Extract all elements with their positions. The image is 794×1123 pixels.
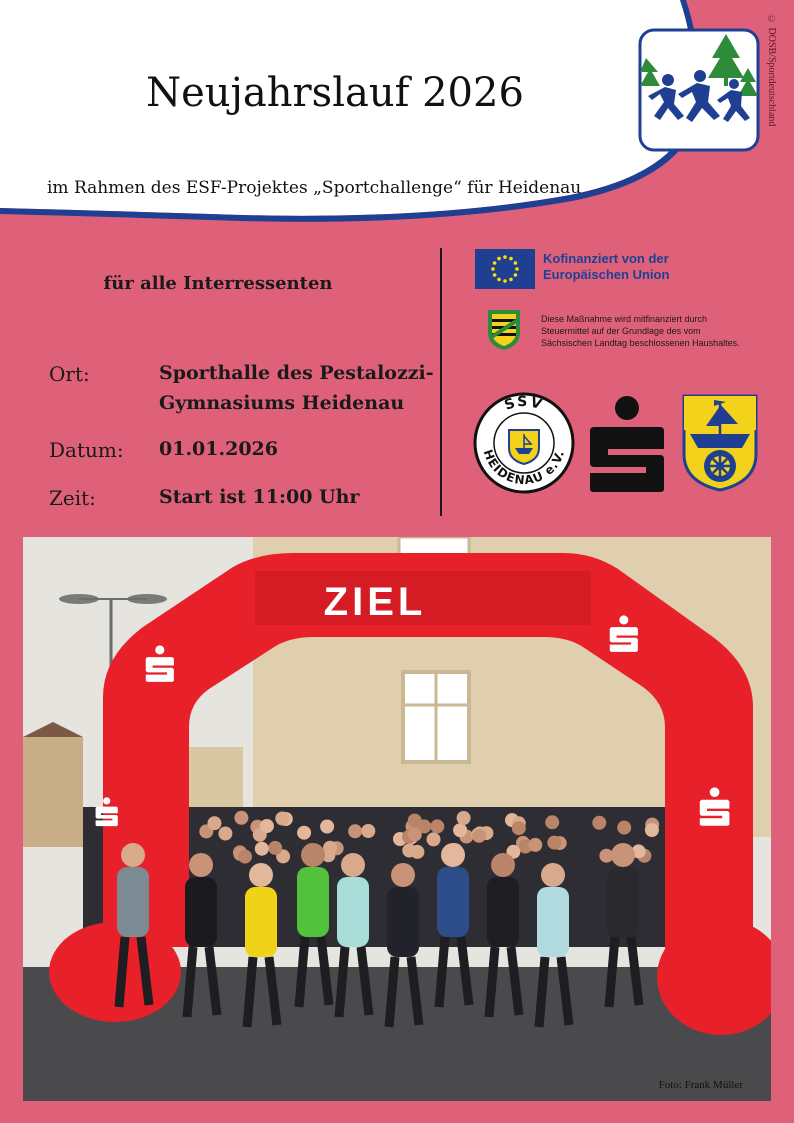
divider-line [440,248,442,516]
heidenau-crest-icon [682,394,758,492]
eu-text-line-1: Kofinanziert von der [543,251,669,266]
finish-arch-photo [23,537,771,1101]
location-line-2: Gymnasiums Heidenau [159,392,405,414]
runner-logo-icon [638,28,760,152]
audience-label: für alle Interressenten [103,273,333,294]
date-value: 01.01.2026 [159,438,278,460]
date-label: Datum: [49,438,124,462]
saxony-text-line-1: Diese Maßnahme wird mitfinanziert durch [541,314,708,324]
photo-credit: Foto: Frank Müller [658,1079,743,1091]
location-value [159,358,434,418]
page-subtitle: im Rahmen des ESF-Projektes „Sportchallenge“ für Heidenau [47,178,582,198]
location-line-1: Sporthalle des Pestalozzi- [159,362,434,384]
ssv-bottom-text: HEIDENAU e.V. [480,447,568,488]
eu-funding-text [543,251,763,283]
sparkasse-logo-icon [588,395,666,493]
saxony-crest-icon [486,308,522,352]
event-photo [23,537,771,1101]
time-value: Start ist 11:00 Uhr [159,486,360,508]
ssv-logo-icon [473,392,575,494]
arch-label: ZIEL [323,580,427,624]
saxony-funding-text [541,313,771,349]
saxony-text-line-3: Sächsischen Landtag beschlossenen Haushaltes. [541,338,740,348]
saxony-text-line-2: Steuermittel auf der Grundlage des vom [541,326,701,336]
eu-flag-icon [475,249,535,289]
eu-text-line-2: Europäischen Union [543,267,670,282]
location-label: Ort: [49,362,90,386]
time-label: Zeit: [49,486,96,510]
ssv-top-text: SSV [502,393,546,414]
page-title: Neujahrslauf 2026 [146,70,524,116]
photo-copyright: © DOSB/Sportdeutschland [766,14,777,127]
